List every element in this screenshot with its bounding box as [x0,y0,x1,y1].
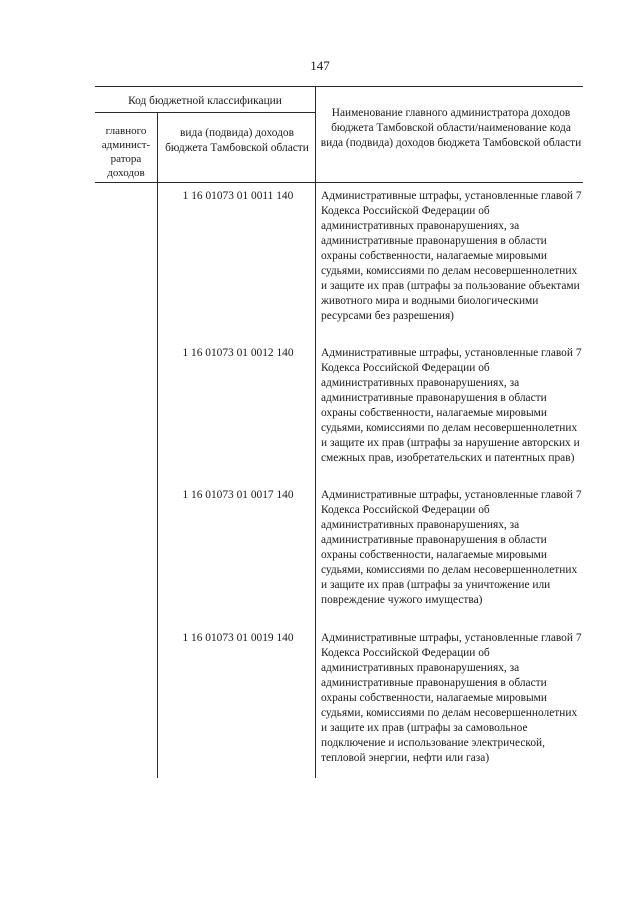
col1-divider [157,112,158,778]
header-bottom-border [95,182,583,183]
group-header-divider [95,112,315,113]
row-1-code: 1 16 01073 01 0011 140 [182,190,294,202]
row-1-name: Административные штрафы, установленные главой 7 Кодекса Российской Федерации об административных правонарушениях, за административные правонарушения в области охраны собственности, налагаемые мировыми судьями, комиссиями по делам несовершеннолетних и защите их прав (штрафы за пользование объектами животного мира и водными биологическими ресурсами без разрешения) [321,190,582,322]
row-3-name: Административные штрафы, установленные главой 7 Кодекса Российской Федерации об административных правонарушениях, за административные правонарушения в области охраны собственности, налагаемые мировыми судьями, комиссиями по делам несовершеннолетних и защите их прав (штрафы за уничтожение или повреждение чужого имущества) [321,489,582,606]
row-4-code: 1 16 01073 01 0019 140 [182,632,294,644]
budget-classification-table [95,86,583,778]
header-col-income-type: вида (подвида) доходов бюджета Тамбовской области [165,127,309,154]
row-3-code: 1 16 01073 01 0017 140 [182,489,294,501]
header-col-admin: главного админист-ратора доходов [101,125,151,179]
page-number: 147 [310,58,330,73]
header-group-label: Код бюджетной классификации [128,95,282,107]
row-4-name: Административные штрафы, установленные главой 7 Кодекса Российской Федерации об административных правонарушениях, за административные правонарушения в области охраны собственности, налагаемые мировыми судьями, комиссиями по делам несовершеннолетних и защите их прав (штрафы за самовольное подключение и использование электрической, тепловой энергии, нефти или газа) [321,632,582,764]
row-2-name: Административные штрафы, установленные главой 7 Кодекса Российской Федерации об административных правонарушениях, за административные правонарушения в области охраны собственности, налагаемые мировыми судьями, комиссиями по делам несовершеннолетних и защите их прав (штрафы за нарушение авторских и смежных прав, изобретательских и патентных прав) [321,347,582,464]
row-2-code: 1 16 01073 01 0012 140 [182,347,294,359]
table-top-border [95,86,583,87]
header-col-name: Наименование главного администратора доходов бюджета Тамбовской области/наименование кода вида (подвида) доходов бюджета Тамбовской области [320,107,582,149]
